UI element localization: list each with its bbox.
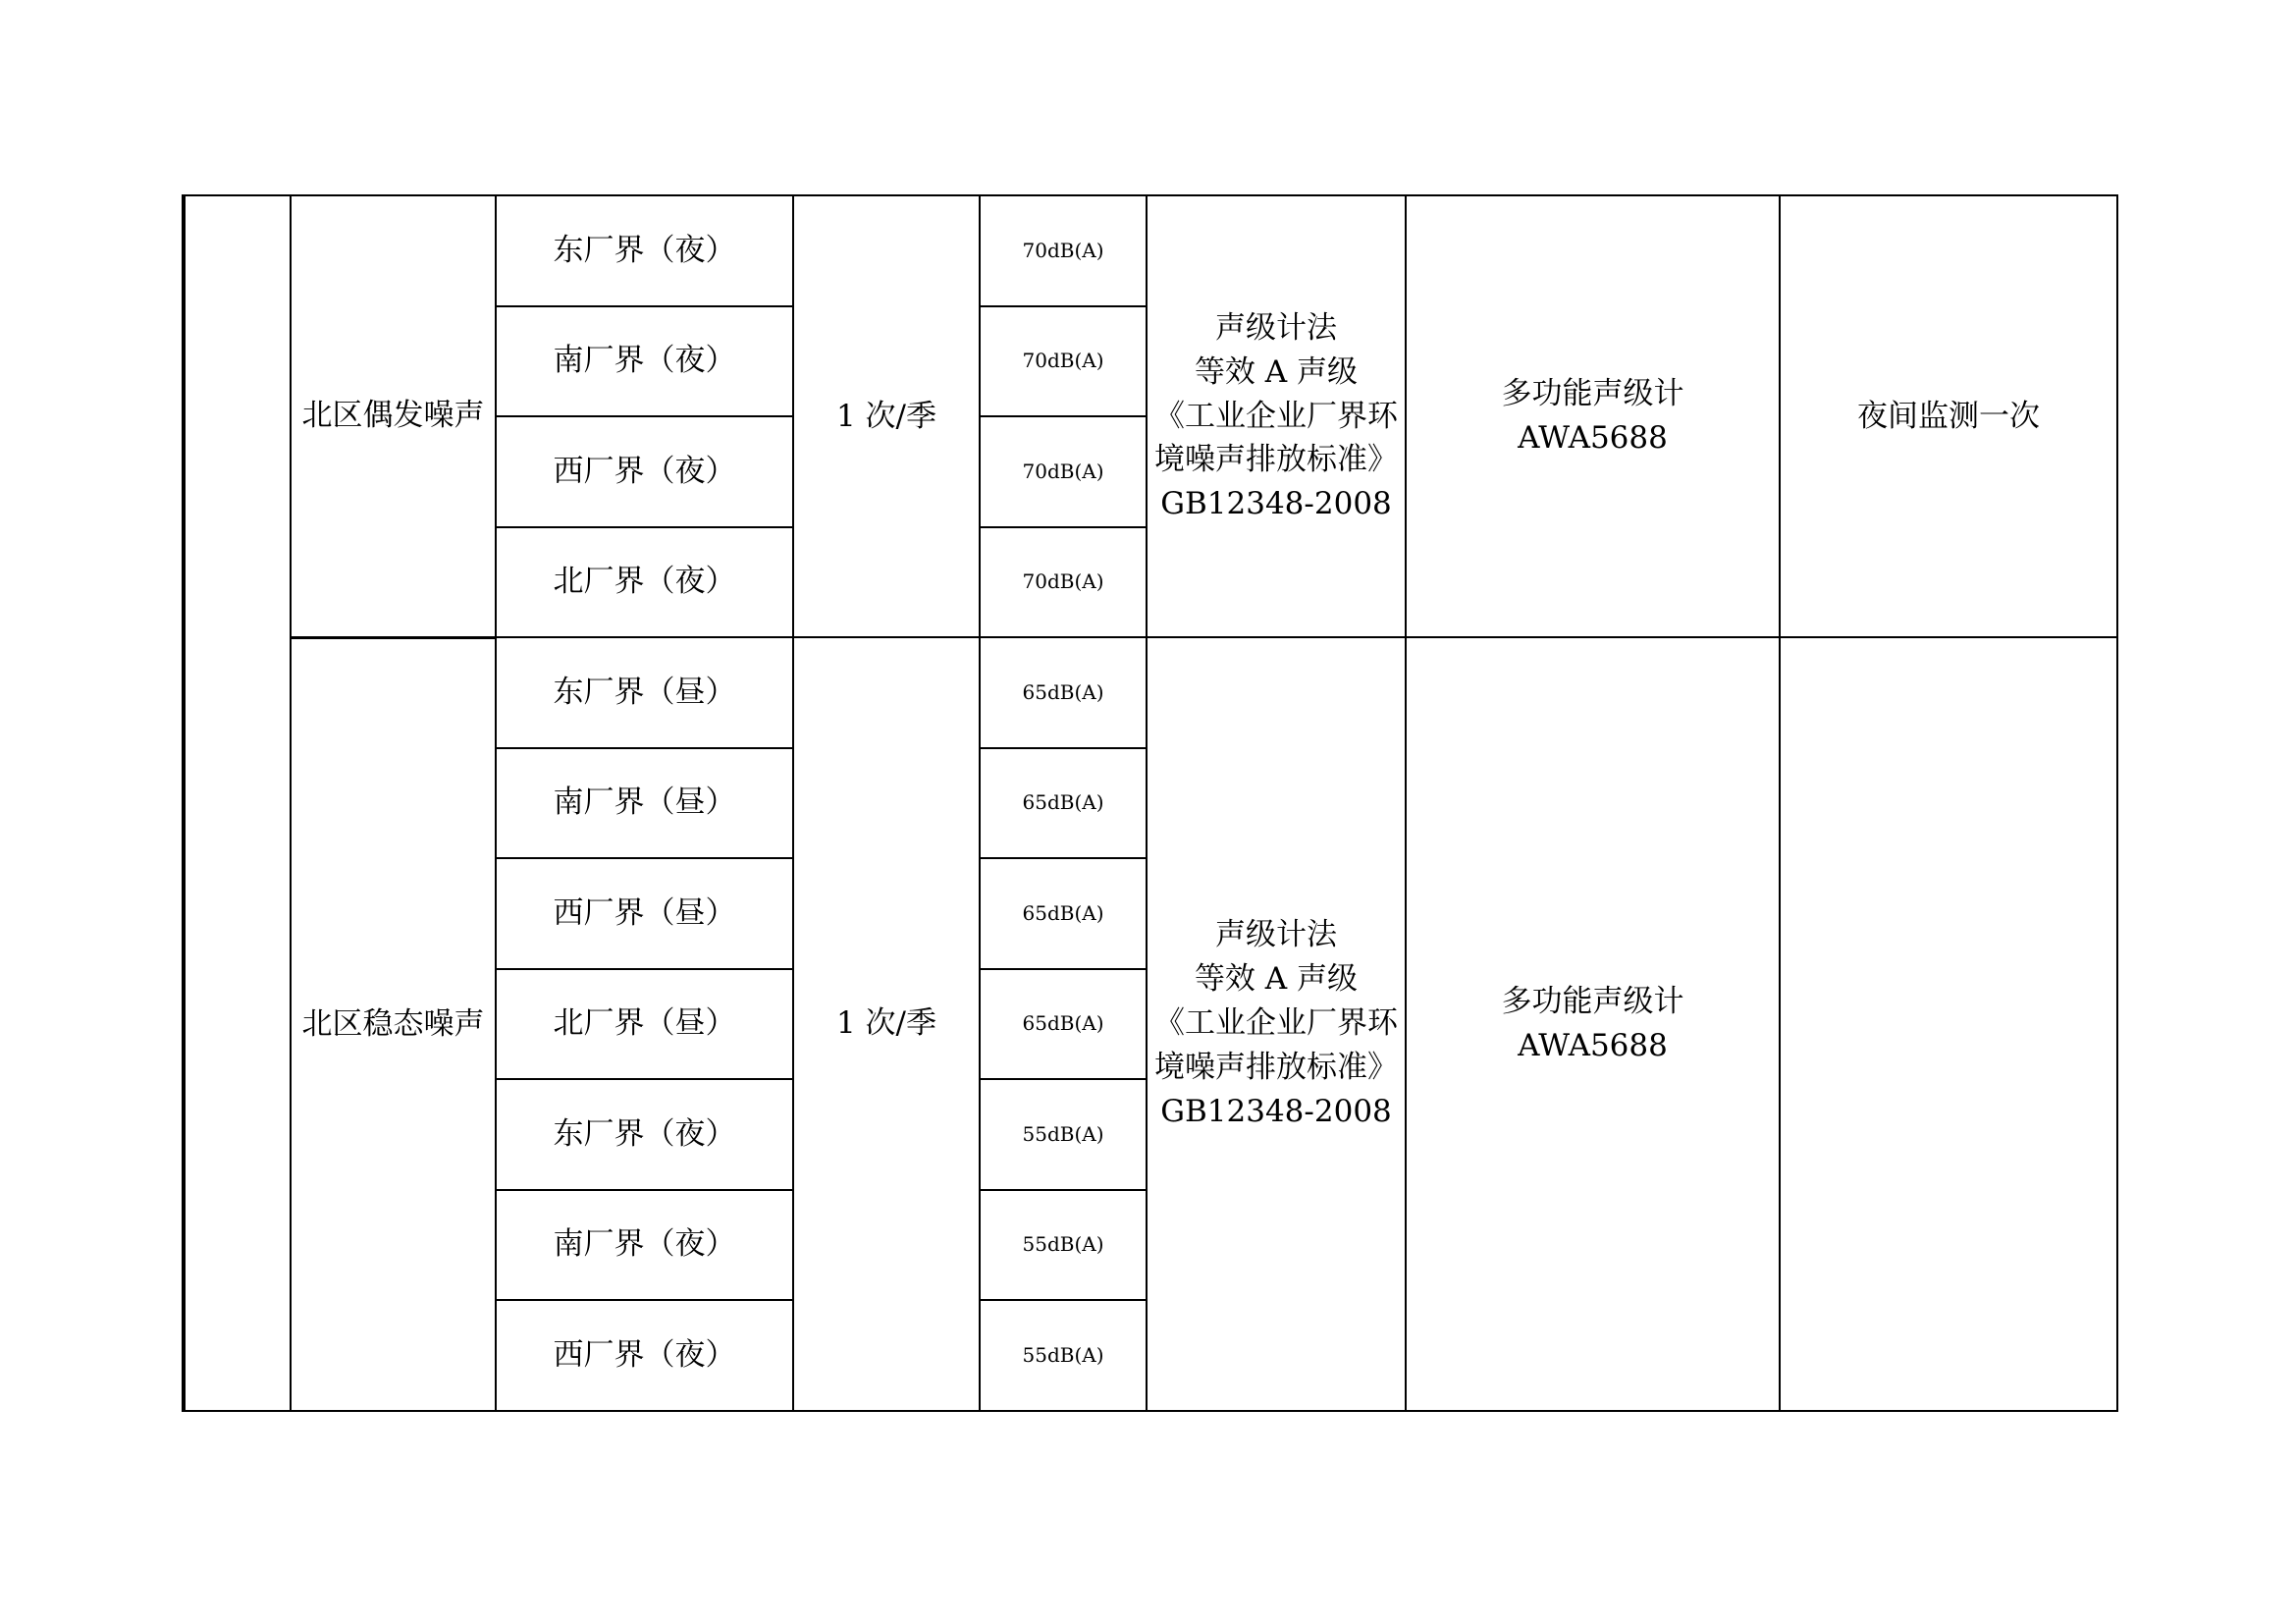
frequency-cell: 1 次/季 xyxy=(793,195,980,637)
method-cell: 声级计法 等效 A 声级 《工业企业厂界环境噪声排放标准》 GB12348-2008 xyxy=(1147,195,1406,637)
limit-value-cell: 70dB(A) xyxy=(980,306,1147,417)
monitoring-point-cell: 南厂界（夜） xyxy=(496,1190,793,1301)
monitoring-point-cell: 东厂界（夜） xyxy=(496,1079,793,1190)
limit-value-cell: 55dB(A) xyxy=(980,1190,1147,1301)
remark-cell: 夜间监测一次 xyxy=(1780,195,2117,637)
limit-value-cell: 65dB(A) xyxy=(980,748,1147,859)
monitoring-point-cell: 北厂界（昼） xyxy=(496,969,793,1080)
monitoring-point-cell: 南厂界（昼） xyxy=(496,748,793,859)
monitoring-point-cell: 南厂界（夜） xyxy=(496,306,793,417)
limit-value-cell: 65dB(A) xyxy=(980,858,1147,969)
noise-type-cell: 北区偶发噪声 xyxy=(291,195,496,637)
frequency-cell: 1 次/季 xyxy=(793,637,980,1411)
monitoring-point-cell: 北厂界（夜） xyxy=(496,527,793,638)
noise-type-cell: 北区稳态噪声 xyxy=(291,637,496,1411)
noise-monitoring-table xyxy=(182,194,2118,1412)
limit-value-cell: 70dB(A) xyxy=(980,416,1147,527)
table-row xyxy=(184,637,2117,748)
monitoring-point-cell: 东厂界（昼） xyxy=(496,637,793,748)
table-row xyxy=(184,195,2117,306)
limit-value-cell: 65dB(A) xyxy=(980,637,1147,748)
monitoring-point-cell: 西厂界（夜） xyxy=(496,1300,793,1411)
limit-value-cell: 65dB(A) xyxy=(980,969,1147,1080)
limit-value-cell: 70dB(A) xyxy=(980,195,1147,306)
limit-value-cell: 55dB(A) xyxy=(980,1300,1147,1411)
blank-category-cell xyxy=(184,195,291,1411)
remark-cell xyxy=(1780,637,2117,1411)
monitoring-point-cell: 东厂界（夜） xyxy=(496,195,793,306)
monitoring-point-cell: 西厂界（昼） xyxy=(496,858,793,969)
instrument-cell: 多功能声级计 AWA5688 xyxy=(1406,195,1780,637)
method-cell: 声级计法 等效 A 声级 《工业企业厂界环境噪声排放标准》 GB12348-2008 xyxy=(1147,637,1406,1411)
limit-value-cell: 55dB(A) xyxy=(980,1079,1147,1190)
limit-value-cell: 70dB(A) xyxy=(980,527,1147,638)
instrument-cell: 多功能声级计 AWA5688 xyxy=(1406,637,1780,1411)
monitoring-point-cell: 西厂界（夜） xyxy=(496,416,793,527)
